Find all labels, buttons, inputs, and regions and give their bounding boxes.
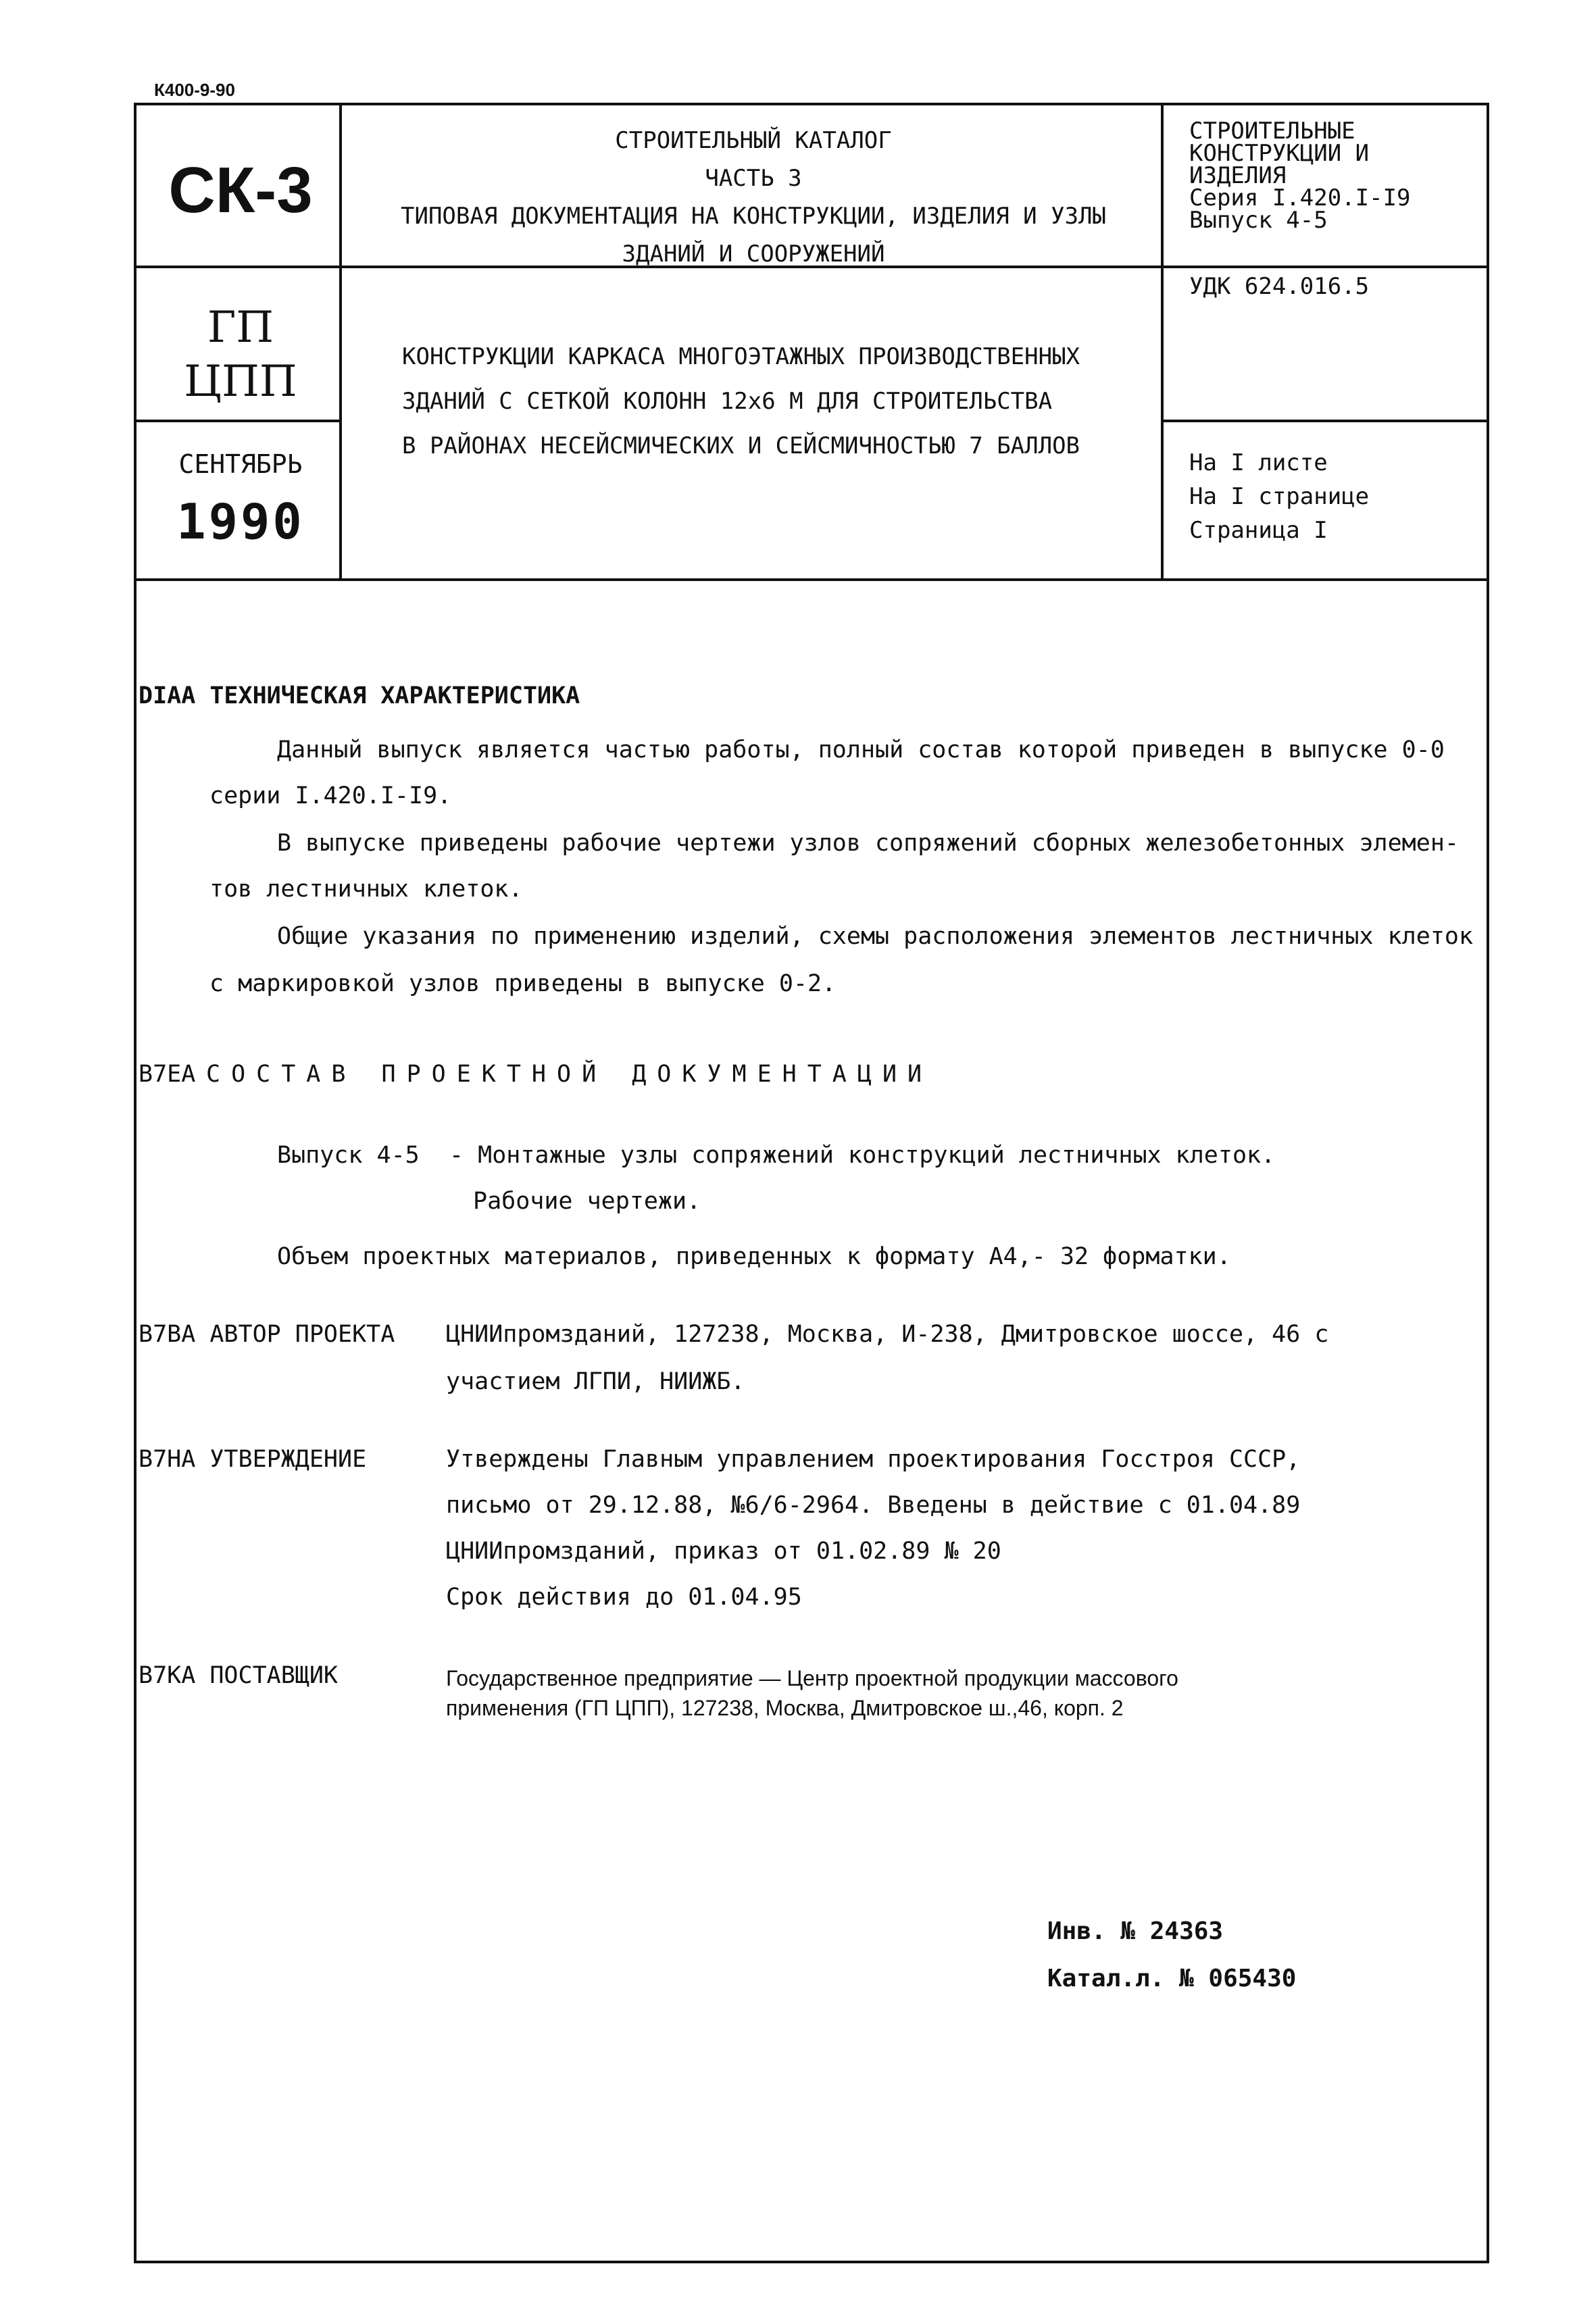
composition-code: В7ЕА [139,1061,196,1088]
publish-year: 1990 [176,493,305,550]
section-line: СТРОИТЕЛЬНЫЕ [1189,118,1355,145]
page-number: Страница I [1189,517,1328,544]
subject-line: В РАЙОНАХ НЕСЕЙСМИЧЕСКИХ И СЕЙСМИЧНОСТЬЮ 7 БАЛЛОВ [402,432,1080,459]
right-divider-1 [1161,266,1487,268]
sheet-count: На I листе [1189,449,1328,476]
tech-line: Данный выпуск является частью работы, полный состав которой приведен в выпуске 0-0 [277,736,1445,763]
supplier-details [446,1663,1178,1723]
tech-line: тов лестничных клеток. [209,876,523,903]
issue-label: Выпуск 4-5 [277,1142,420,1169]
sheet-info [1189,446,1369,547]
issue-line: Выпуск 4-5 [1189,207,1328,234]
section-line: ИЗДЕЛИЯ [1189,162,1287,189]
publisher-line-1: ГП [207,303,274,353]
supplier-heading: В7КА ПОСТАВЩИК [139,1662,339,1689]
author-heading: В7ВА АВТОР ПРОЕКТА [139,1321,395,1348]
section-line: КОНСТРУКЦИИ И [1189,140,1370,167]
issue-description: - Монтажные узлы сопряжений конструкций лестничных клеток. [449,1142,1276,1169]
composition-heading: СОСТАВ ПРОЕКТНОЙ ДОКУМЕНТАЦИИ [206,1061,933,1088]
catalog-title-line: ЗДАНИЙ И СООРУЖЕНИЙ [622,241,885,268]
author-line: участием ЛГПИ, НИИЖБ. [446,1368,745,1395]
author-line: ЦНИИпромзданий, 127238, Москва, И-238, Дмитровское шоссе, 46 с [446,1321,1329,1348]
supplier-line: Государственное предприятие — Центр проектной продукции массового [446,1666,1178,1690]
supplier-line: применения (ГП ЦПП), 127238, Москва, Дмитровское ш.,46, корп. 2 [446,1696,1124,1720]
issue-description-2: Рабочие чертежи. [473,1188,701,1215]
catalog-title-line: СТРОИТЕЛЬНЫЙ КАТАЛОГ [615,127,892,154]
tech-line: Общие указания по применению изделий, схемы расположения элементов лестничных клеток [277,923,1474,950]
approval-line: Утверждены Главным управлением проектирования Госстроя СССР, [446,1446,1301,1473]
approval-line: письмо от 29.12.88, №6/6-2964. Введены в действие с 01.04.89 [446,1492,1301,1519]
publish-month: СЕНТЯБРЬ [178,449,303,479]
approval-line: ЦНИИпромзданий, приказ от 01.02.89 № 20 [446,1538,1001,1565]
left-divider-2 [136,420,339,422]
series-line: Серия I.420.I-I9 [1189,184,1411,211]
right-divider-2 [1161,420,1487,422]
subject-line: ЗДАНИЙ С СЕТКОЙ КОЛОНН 12х6 М ДЛЯ СТРОИТЕЛЬСТВА [402,388,1053,415]
publisher-line-2: ЦПП [184,357,297,407]
tech-line: с маркировкой узлов приведены в выпуске 0-2. [209,970,837,997]
inventory-number: Инв. № 24363 [1047,1917,1224,1945]
subject-title [402,334,1080,468]
publisher [143,301,338,409]
approval-heading: В7НА УТВЕРЖДЕНИЕ [139,1446,367,1473]
volume-line: Объем проектных материалов, приведенных к формату А4,- 32 форматки. [277,1243,1231,1270]
catalog-code: СК-3 [168,154,313,226]
tech-line: В выпуске приведены рабочие чертежи узлов сопряжений сборных железобетонных элемен- [277,830,1459,857]
catalog-title-line: ТИПОВАЯ ДОКУМЕНТАЦИЯ НА КОНСТРУКЦИИ, ИЗДЕЛИЯ И УЗЛЫ [401,203,1106,230]
catalog-sheet-number: Катал.л. № 065430 [1047,1965,1297,1992]
document-code: К400-9-90 [154,80,235,100]
udk-code: УДК 624.016.5 [1189,273,1370,300]
approval-line: Срок действия до 01.04.95 [446,1584,802,1611]
tech-heading: DIAA ТЕХНИЧЕСКАЯ ХАРАКТЕРИСТИКА [139,682,580,709]
left-divider-1 [136,266,339,268]
left-column-divider [339,105,342,578]
header-bottom-line [136,578,1487,581]
tech-line: серии I.420.I-I9. [209,782,452,809]
catalog-title [345,122,1162,273]
catalog-title-line: ЧАСТЬ 3 [705,165,802,192]
subject-line: КОНСТРУКЦИИ КАРКАСА МНОГОЭТАЖНЫХ ПРОИЗВОДСТВЕННЫХ [402,343,1080,370]
section-info [1189,120,1411,232]
page-count: На I странице [1189,483,1370,510]
